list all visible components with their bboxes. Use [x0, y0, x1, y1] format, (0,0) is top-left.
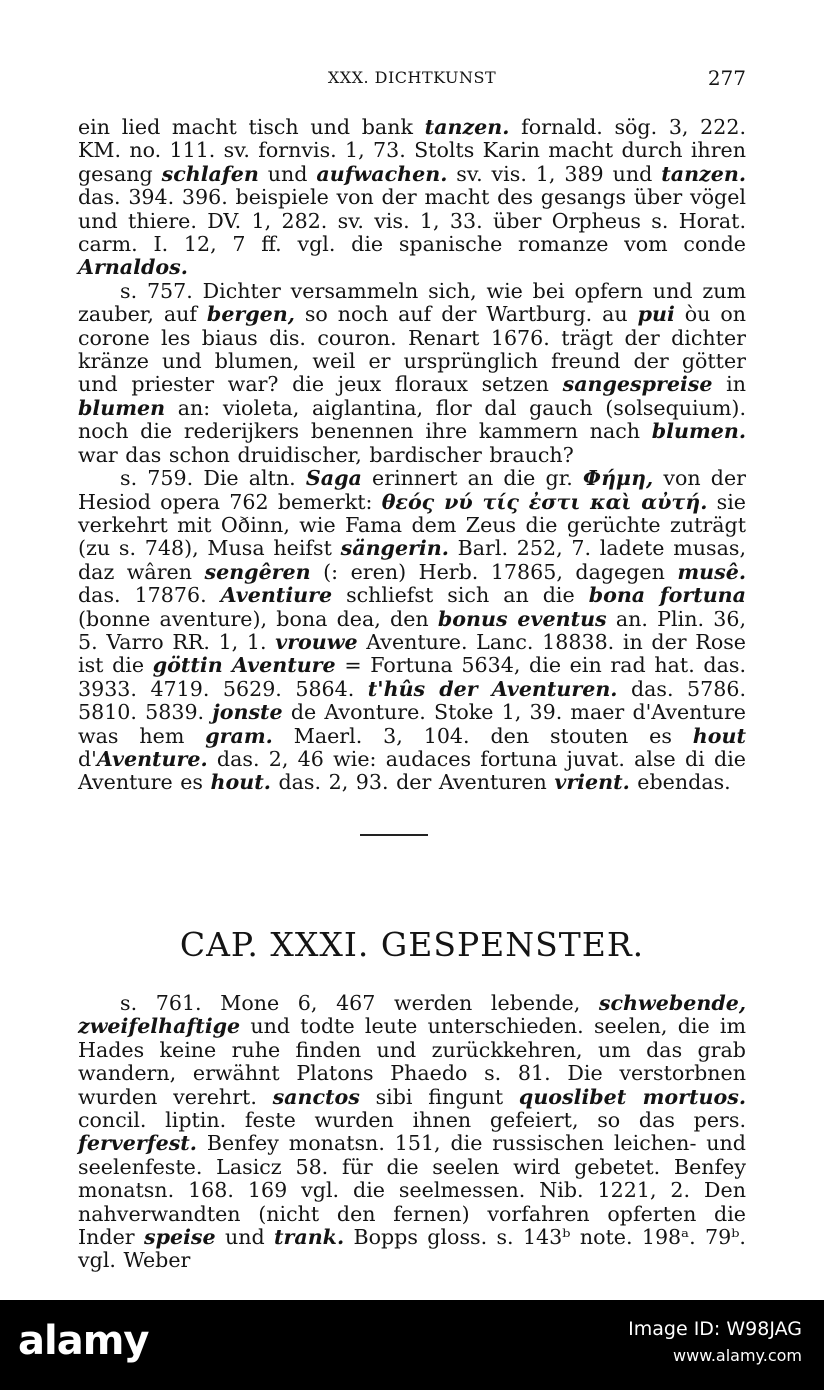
watermark-logo: alamy	[18, 1318, 149, 1364]
text-run: das. 2, 46 wie: audaces fortuna juvat. alse di die Aventure es	[78, 746, 746, 795]
text-run: Barl. 252, 7. ladete musas, daz wâren	[78, 536, 746, 584]
text-run: das. 5786. 5810. 5839.	[78, 676, 746, 725]
emphasized-text: bergen,	[206, 302, 295, 327]
paragraph	[78, 467, 746, 795]
watermark-banner	[0, 1300, 824, 1390]
section-divider-rule	[360, 834, 428, 836]
emphasized-text: θεός νύ τίς ἐστι καὶ αὐτή.	[381, 489, 708, 514]
paragraph	[78, 992, 746, 1273]
text-run: an. Plin. 36, 5. Varro RR. 1, 1.	[78, 606, 746, 654]
text-run: an: violeta, aiglantina, flor dal gauch (solsequium). noch die rederijkers benennen ihre kammern nach	[78, 395, 746, 444]
text-run: òu on corone les biaus dis. couron. Renart 1676. trägt der dichter kränze und blumen, weil er ursprünglich freund der götter und priester war? die jeux floraux setzen	[78, 302, 746, 397]
page-header	[78, 68, 746, 92]
text-run: das. 17876.	[78, 583, 221, 608]
emphasized-text: aufwachen.	[316, 161, 448, 186]
paragraph	[78, 280, 746, 467]
text-run: das. 2, 93. der Aventuren	[270, 770, 555, 795]
emphasized-text: t'hûs der Aventuren.	[367, 676, 618, 701]
text-run: und	[215, 1225, 274, 1250]
emphasized-text: blumen	[78, 395, 166, 420]
text-run: sie verkehrt mit Oðinn, wie Fama dem Zeus die gerüchte zuträgt (zu s. 748), Musa heifst	[78, 489, 746, 561]
text-run: sibi fingunt	[359, 1084, 519, 1109]
emphasized-text: jonste	[212, 700, 283, 725]
text-run: sv. vis. 1, 389 und	[447, 161, 662, 186]
running-title: XXX. DICHTKUNST	[327, 68, 497, 87]
emphasized-text: quoslibet mortuos.	[518, 1084, 746, 1109]
emphasized-text: sanctos	[272, 1084, 360, 1109]
emphasized-text: hout.	[210, 770, 271, 795]
emphasized-text: pui	[637, 302, 675, 327]
text-run: Aventure. Lanc. 18838. in der Rose ist die	[78, 629, 746, 678]
emphasized-text: sengêren	[204, 559, 311, 584]
emphasized-text: sängerin.	[340, 536, 449, 561]
text-run: schliefst sich an die	[332, 583, 589, 608]
text-run: Maerl. 3, 104. den stouten es	[272, 723, 693, 748]
emphasized-text: sangespreise	[562, 372, 713, 397]
text-run: ebendas.	[629, 770, 731, 795]
emphasized-text: schlafen	[161, 161, 259, 186]
emphasized-text: Saga	[305, 466, 362, 491]
text-run: und	[258, 161, 317, 186]
text-run: in	[712, 372, 746, 397]
text-run: s. 761. Mone 6, 467 werden lebende,	[120, 991, 599, 1015]
text-run: (: eren) Herb. 17865, dagegen	[310, 559, 678, 584]
text-run: ein lied macht tisch und bank	[78, 115, 425, 139]
text-run: fornald. sög. 3, 222. KM. no. 111. sv. fornvis. 1, 73. Stolts Karin macht durch ihren gesang	[78, 115, 747, 186]
text-run: von der Hesiod opera 762 bemerkt:	[78, 466, 746, 514]
text-run: Bopps gloss. s. 143ᵇ note. 198ᵃ. 79ᵇ. vgl. Weber	[78, 1225, 746, 1273]
text-run: (bonne aventure), bona dea, den	[78, 606, 438, 631]
emphasized-text: Aventiure	[220, 583, 333, 608]
emphasized-text: musê.	[677, 559, 746, 584]
text-run: und todte leute unterschieden. seelen, die im Hades keine ruhe finden und zurückkehren, um das grab wandern, erwähnt Platons Phaedo s. 81. Die verstorbnen wurden verehrt.	[78, 1014, 746, 1109]
text-run: = Fortuna 5634, die ein rad hat. das. 3933. 4719. 5629. 5864.	[78, 653, 746, 701]
emphasized-text: gram.	[205, 723, 273, 748]
emphasized-text: Aventure.	[96, 746, 208, 771]
emphasized-text: göttin Aventure	[152, 653, 336, 678]
page-number: 277	[707, 66, 746, 90]
text-run: das. 394. 396. beispiele von der macht des gesangs über vögel und thiere. DV. 1, 282. sv. vis. 1, 33. über Orpheus s. Horat. carm. I. 12, 7 ff. vgl. die spanische romanze vom conde	[78, 185, 746, 257]
emphasized-text: blumen.	[651, 419, 746, 444]
image-id: Image ID: W98JAG	[628, 1318, 802, 1340]
emphasized-text: ferverfest.	[78, 1131, 197, 1156]
emphasized-text: Arnaldos.	[78, 255, 188, 280]
chapter-title: CAP. XXXI. GESPENSTER.	[179, 925, 645, 964]
emphasized-text: speise	[143, 1225, 216, 1250]
text-run: so noch auf der Wartburg. au	[294, 302, 638, 327]
text-run: de Avonture. Stoke 1, 39. maer d'Aventure was hem	[78, 700, 746, 748]
section-gespenster-text	[78, 992, 746, 1273]
emphasized-text: trank.	[274, 1225, 345, 1250]
emphasized-text: bona fortuna	[588, 583, 747, 608]
image-url: www.alamy.com	[673, 1346, 802, 1365]
emphasized-text: schwebende, zweifelhaftige	[78, 991, 746, 1039]
emphasized-text: Φήμη,	[583, 466, 654, 491]
text-run: war das schon druidischer, bardischer brauch?	[78, 442, 574, 467]
text-run: d'	[78, 746, 97, 771]
text-run: erinnert an die gr.	[361, 466, 583, 491]
text-run: Benfey monatsn. 151, die russischen leichen- und seelenfeste. Lasicz 58. für die seelen wird gebetet. Benfey monatsn. 168. 169 vgl. die seelmessen. Nib. 1221, 2. Den nahverwandten (nicht den fernen) vorfahren opferten die Inder	[78, 1131, 746, 1250]
section-dichtkunst-text	[78, 116, 746, 795]
emphasized-text: vrouwe	[275, 629, 358, 654]
emphasized-text: hout	[692, 723, 746, 748]
emphasized-text: vrient.	[554, 770, 630, 795]
text-run: s. 759. Die altn.	[120, 466, 306, 491]
emphasized-text: tanzen.	[661, 161, 746, 186]
emphasized-text: tanzen.	[424, 115, 510, 139]
text-run: concil. liptin. feste wurden ihnen gefeiert, so das pers.	[78, 1108, 746, 1133]
paragraph	[78, 116, 746, 280]
emphasized-text: bonus eventus	[437, 606, 607, 631]
text-run: s. 757. Dichter versammeln sich, wie bei opfern und zum zauber, auf	[78, 278, 746, 327]
